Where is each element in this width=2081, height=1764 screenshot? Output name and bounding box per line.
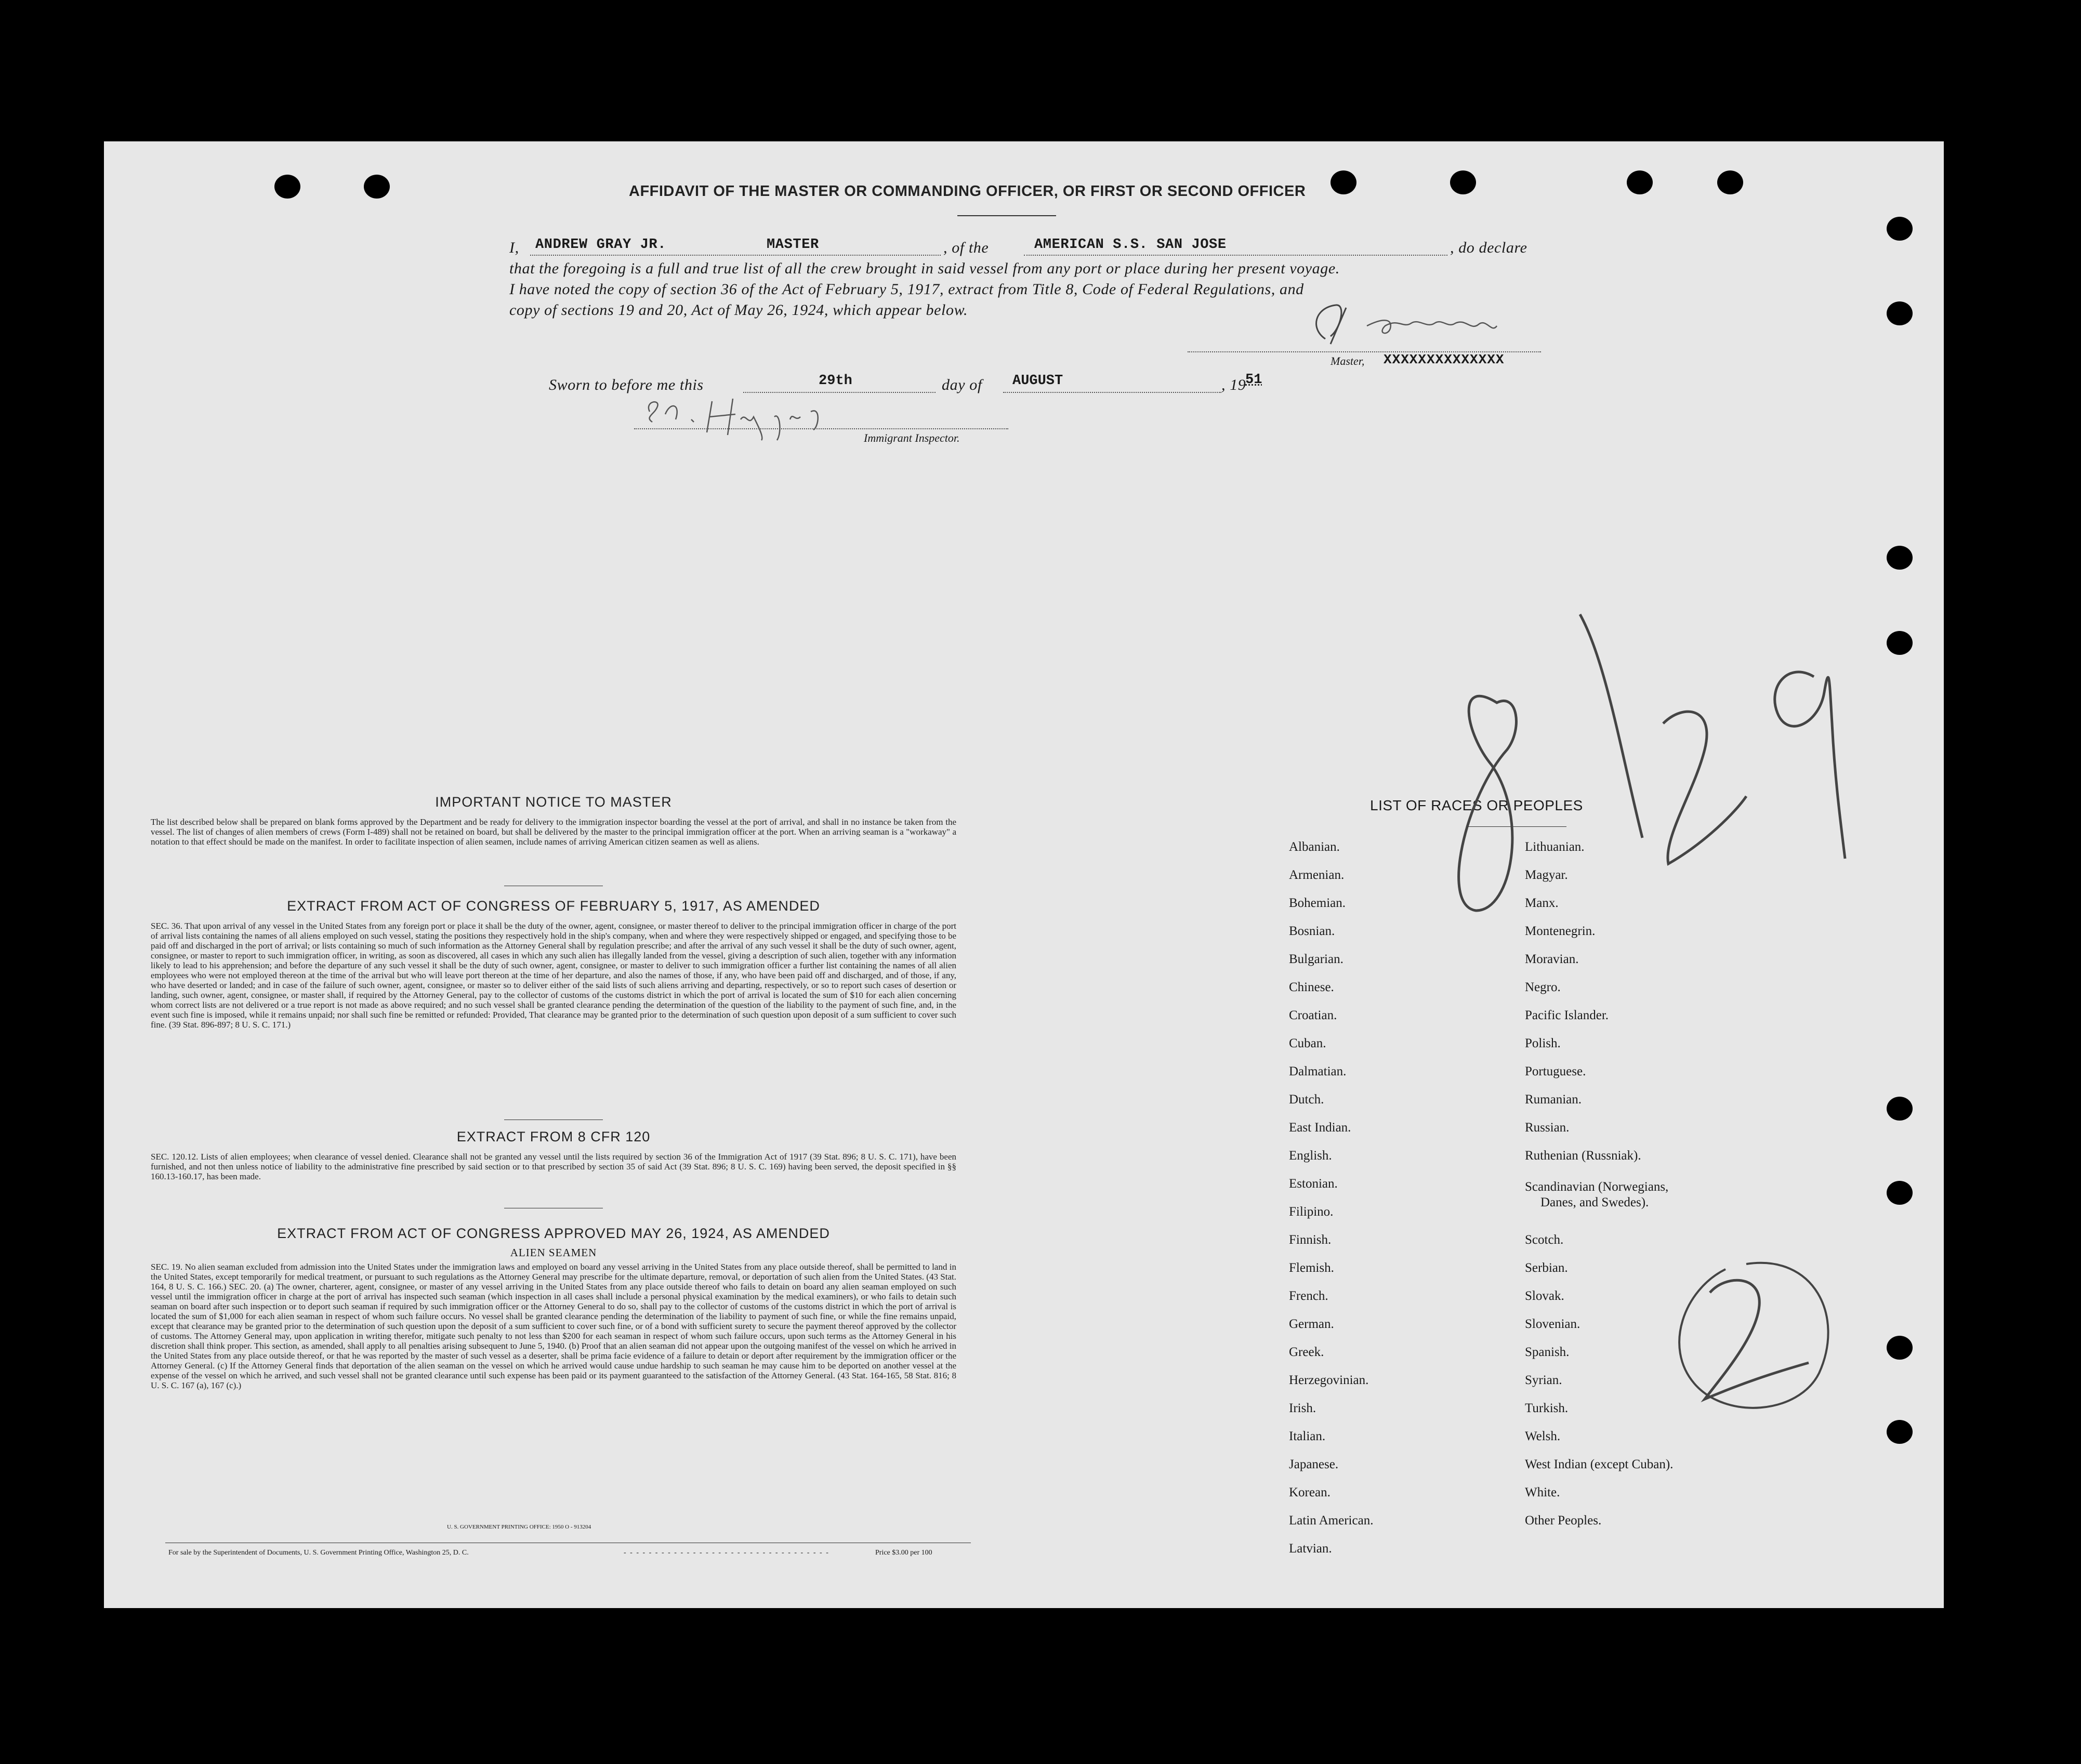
- affidavit-title: AFFIDAVIT OF THE MASTER OR COMMANDING OFFICER, OR FIRST OR SECOND OFFICER: [629, 183, 1306, 200]
- punch-hole: [1887, 1420, 1913, 1444]
- declaration-line-3: I have noted the copy of section 36 of the Act of February 5, 1917, extract from Title 8, Code of Federal Regulations, and: [509, 281, 1304, 298]
- master-label: Master,: [1331, 354, 1365, 367]
- race-item: Filipino.: [1289, 1205, 1334, 1219]
- crew-master-name: ANDREW GRAY JR.: [535, 237, 667, 253]
- punch-hole: [1887, 217, 1913, 241]
- race-item: Pacific Islander.: [1525, 1008, 1609, 1022]
- declaration-line-1: [509, 239, 1559, 257]
- of-the-label: , of the: [943, 239, 989, 256]
- punch-hole: [274, 175, 300, 199]
- vessel-underline: [1024, 255, 1447, 256]
- race-item: Korean.: [1289, 1485, 1331, 1499]
- dash-leader: - - - - - - - - - - - - - - - - - - - - - - - - - - - - - - - - -: [624, 1549, 829, 1557]
- price-note: Price $3.00 per 100: [875, 1549, 932, 1557]
- extract-cfr-title: EXTRACT FROM 8 CFR 120: [456, 1129, 651, 1144]
- punch-hole: [1887, 1181, 1913, 1205]
- race-item: Latvian.: [1289, 1542, 1332, 1556]
- sworn-year: 51: [1245, 372, 1262, 388]
- notice-title: IMPORTANT NOTICE TO MASTER: [435, 794, 672, 810]
- inspector-label: Immigrant Inspector.: [864, 431, 960, 444]
- race-item: Other Peoples.: [1525, 1513, 1602, 1528]
- printing-office-note: U. S. GOVERNMENT PRINTING OFFICE: 1950 O - 913204: [447, 1524, 591, 1530]
- race-item: Latin American.: [1289, 1513, 1374, 1528]
- race-item: Rumanian.: [1525, 1092, 1582, 1107]
- race-item: Japanese.: [1289, 1457, 1339, 1471]
- race-item: East Indian.: [1289, 1121, 1351, 1135]
- inspector-signature: [634, 391, 852, 443]
- struck-officer-text: XXXXXXXXXXXXXX: [1384, 352, 1505, 367]
- extract-1917-text: SEC. 36. That upon arrival of any vessel in the United States from any foreign port or place it shall be the duty of the owner, agent, consignee, or master thereof to deliver to the principal immigration officer in charge of the port of arrival lists containing the names of all aliens employed on such vessel, stating the positions they respectively hold in the ship's company, when and where they were respectively shipped or engaged, and specifying those to be paid off and discharged in the port of arrival; or lists containing so much of such information as the Attorney General shall by regulation prescribe; and after the arrival of any such vessel it shall be the duty of such owner, agent, consignee, or master to report to such immigration officer, in writing, as soon as discovered, all cases in which any such alien has illegally landed from the vessel, giving a description of such alien, together with any information likely to lead to his apprehension; and before the departure of any such vessel it shall be the duty of such owner, agent, consignee, or master to deliver to such immigration officer a further list containing the names of all alien employees who were not employed thereon at the time of the arrival but who will leave port thereon at the time of her departure, and also the names of those, if any, who have been paid off and discharged, and of those, if any, who have deserted or landed; and in case of the failure of such owner, agent, consignee, or master so to deliver either of the said lists of such aliens arriving and departing, respectively, or so to report such cases of desertion or landing, such owner, agent, consignee, or master shall, if required by the Attorney General, pay to the collector of customs of the customs district in which the port of arrival is located the sum of $10 for each alien concerning whom correct lists are not delivered or a true report is not made as above required; and no such vessel shall be granted clearance pending the determination of the question of the liability to the payment of such fine, and, in the event such fine is imposed, while it remains unpaid; nor shall such fine be remitted or refunded: Provided, That clearance may be granted prior to the determination of such question upon deposit of a sum sufficient to cover such fine. (39 Stat. 896-897; 8 U. S. C. 171.): [151, 921, 956, 1030]
- race-item: Moravian.: [1525, 952, 1579, 966]
- handwritten-date-mark: [1362, 505, 1881, 973]
- race-item: Chinese.: [1289, 980, 1334, 994]
- punch-hole: [1717, 170, 1743, 194]
- race-item: Negro.: [1525, 980, 1561, 994]
- race-item: Scandinavian (Norwegians,: [1525, 1180, 1669, 1194]
- punch-hole: [1627, 170, 1653, 194]
- race-item: German.: [1289, 1317, 1334, 1331]
- race-item: Russian.: [1525, 1121, 1570, 1135]
- vessel-name: AMERICAN S.S. SAN JOSE: [1034, 237, 1227, 253]
- punch-hole: [1887, 631, 1913, 655]
- punch-hole: [1887, 1097, 1913, 1121]
- declare-prefix: I,: [509, 239, 519, 256]
- race-item: Armenian.: [1289, 868, 1345, 882]
- race-item: Spanish.: [1525, 1345, 1570, 1359]
- race-item: Estonian.: [1289, 1177, 1338, 1191]
- race-item: Dutch.: [1289, 1092, 1324, 1107]
- day-of-label: day of: [942, 376, 982, 393]
- race-item: Cuban.: [1289, 1036, 1326, 1050]
- race-item: Scotch.: [1525, 1233, 1564, 1247]
- race-item: Manx.: [1525, 896, 1559, 910]
- race-item: Danes, and Swedes).: [1540, 1195, 1649, 1209]
- race-item: White.: [1525, 1485, 1560, 1499]
- race-item: Herzegovinian.: [1289, 1373, 1369, 1387]
- race-item: French.: [1289, 1289, 1328, 1303]
- race-item: West Indian (except Cuban).: [1525, 1457, 1674, 1471]
- for-sale-note: For sale by the Superintendent of Documents, U. S. Government Printing Office, Washington 25, D. C.: [168, 1549, 469, 1557]
- inspector-signature-line: [634, 428, 1008, 429]
- alien-seamen-subtitle: ALIEN SEAMEN: [510, 1246, 597, 1259]
- races-title: LIST OF RACES OR PEOPLES: [1370, 797, 1583, 813]
- race-item: Albanian.: [1289, 840, 1340, 854]
- race-item: Magyar.: [1525, 868, 1568, 882]
- race-item: Croatian.: [1289, 1008, 1337, 1022]
- race-item: Bohemian.: [1289, 896, 1346, 910]
- race-item: Flemish.: [1289, 1261, 1334, 1275]
- sworn-month: AUGUST: [1012, 373, 1063, 389]
- race-item: Montenegrin.: [1525, 924, 1596, 938]
- race-item: Slovenian.: [1525, 1317, 1580, 1331]
- race-item: Finnish.: [1289, 1233, 1332, 1247]
- race-item: Syrian.: [1525, 1373, 1562, 1387]
- notice-text: The list described below shall be prepared on blank forms approved by the Department and be ready for delivery to the immigration inspector boarding the vessel at the port of arrival, and shall in no instance be taken from the vessel. The list of changes of alien members of crews (Form I-489) shall not be retained on board, but shall be delivered by the master to the principal immigration officer at the port. When an arriving seaman is a "workaway" a notation to that effect should be made on the manifest. In order to facilitate inspection of alien seamen, include names of arriving American citizen seamen as well as aliens.: [151, 817, 956, 847]
- race-item: Bosnian.: [1289, 924, 1335, 938]
- race-item: Ruthenian (Russniak).: [1525, 1149, 1641, 1163]
- race-item: Greek.: [1289, 1345, 1324, 1359]
- declaration-line-4: copy of sections 19 and 20, Act of May 26, 1924, which appear below.: [509, 301, 968, 319]
- extract-cfr-text: SEC. 120.12. Lists of alien employees; when clearance of vessel denied. Clearance shall not be granted any vessel until the lists required by section 36 of the Immigration Act of 1917 (39 Stat. 896; 8 U. S. C. 171), have been furnished, and not then unless notice of liability to the administrative fine prescribed by said section or to that prescribed by section 35 of said Act (39 Stat. 896; 8 U. S. C. 169) having been served, the deposit specified in §§ 160.13-160.17, has been made.: [151, 1152, 956, 1181]
- race-item: Slovak.: [1525, 1289, 1564, 1303]
- race-item: Welsh.: [1525, 1429, 1561, 1443]
- extract-1924-text: SEC. 19. No alien seaman excluded from admission into the United States under the immigration laws and employed on board any vessel arriving in the United States from any place outside thereof, shall be permitted to land in the United States, except temporarily for medical treatment, or pursuant to such regulations as the Attorney General may prescribe for the ultimate departure, removal, or deportation of such alien from the United States. (43 Stat. 164, 8 U. S. C. 166.) SEC. 20. (a) The owner, charterer, agent, consignee, or master of any vessel arriving in the United States from any place outside thereof who fails to detain on board any alien seaman employed on such vessel until the immigration officer in charge at the port of arrival has inspected such seaman (which inspection in all cases shall include a personal physical examination by the medical examiners), or who fails to detain such seaman on board after such inspection or to deport such seaman if required by such immigration officer or the Attorney General to do so, shall pay to the collector of customs of the customs district in which the port of arrival is located the sum of $1,000 for each alien seaman in respect of whom such failure occurs. No vessel shall be granted clearance pending the determination of the liability to payment of such fine, or while the fine remains unpaid, except that clearance may be granted prior to the determination of such question upon the deposit of a sum sufficient to cover such fine, or of a bond with sufficient surety to secure the payment thereof approved by the collector of customs. The Attorney General may, upon application in writing therefor, mitigate such penalty to not less than $200 for each seaman in respect of whom such failure occurs, upon such terms as the Attorney General in his discretion shall think proper. This section, as amended, shall apply to all penalties arising subsequent to June 5, 1940. (b) Proof that an alien seaman did not appear upon the outgoing manifest of the vessel on which he arrived in the United States from any place outside thereof, or that he was reported by the master of such vessel as a deserter, shall be prima facie evidence of a failure to detain or deport after requirement by the immigration officer or the Attorney General. (c) If the Attorney General finds that deportation of the alien seaman on the vessel on which he arrived would cause undue hardship to such seaman he may cause him to be deported on another vessel at the expense of the vessel on which he arrived, and such vessel shall not be granted clearance until such expense has been paid or its payment guaranteed to the satisfaction of the Attorney General. (43 Stat. 164-165, 58 Stat. 816; 8 U. S. C. 167 (a), 167 (c).): [151, 1262, 956, 1390]
- punch-hole: [364, 175, 390, 199]
- extract-1924-title: EXTRACT FROM ACT OF CONGRESS APPROVED MAY 26, 1924, AS AMENDED: [277, 1226, 830, 1241]
- sworn-month-underline: [1003, 392, 1221, 393]
- punch-hole: [1887, 301, 1913, 325]
- name-underline: [530, 255, 941, 256]
- race-item: Polish.: [1525, 1036, 1561, 1050]
- form-page: [104, 141, 1944, 1608]
- race-item: English.: [1289, 1149, 1332, 1163]
- punch-hole: [1331, 170, 1356, 194]
- sworn-label: Sworn to before me this: [549, 376, 704, 393]
- race-item: Lithuanian.: [1525, 840, 1585, 854]
- race-item: Serbian.: [1525, 1261, 1568, 1275]
- punch-hole: [1887, 1336, 1913, 1360]
- handwritten-circled-number: [1663, 1243, 1850, 1430]
- punch-hole: [1887, 546, 1913, 570]
- crew-master-rank: MASTER: [767, 237, 819, 253]
- race-item: Turkish.: [1525, 1401, 1569, 1415]
- extract-1917-title: EXTRACT FROM ACT OF CONGRESS OF FEBRUARY 5, 1917, AS AMENDED: [287, 898, 820, 914]
- year-prefix: , 19: [1221, 376, 1246, 393]
- title-divider: [957, 215, 1056, 216]
- race-item: Bulgarian.: [1289, 952, 1344, 966]
- race-item: Irish.: [1289, 1401, 1316, 1415]
- sworn-day: 29th: [819, 373, 852, 389]
- declaration-line-2: that the foregoing is a full and true list of all the crew brought in said vessel from any port or place during her present voyage.: [509, 260, 1340, 277]
- punch-hole: [1450, 170, 1476, 194]
- race-item: Portuguese.: [1525, 1064, 1586, 1078]
- race-item: Dalmatian.: [1289, 1064, 1347, 1078]
- race-item: Italian.: [1289, 1429, 1326, 1443]
- do-declare-label: , do declare: [1450, 239, 1527, 256]
- master-signature: [1299, 297, 1518, 354]
